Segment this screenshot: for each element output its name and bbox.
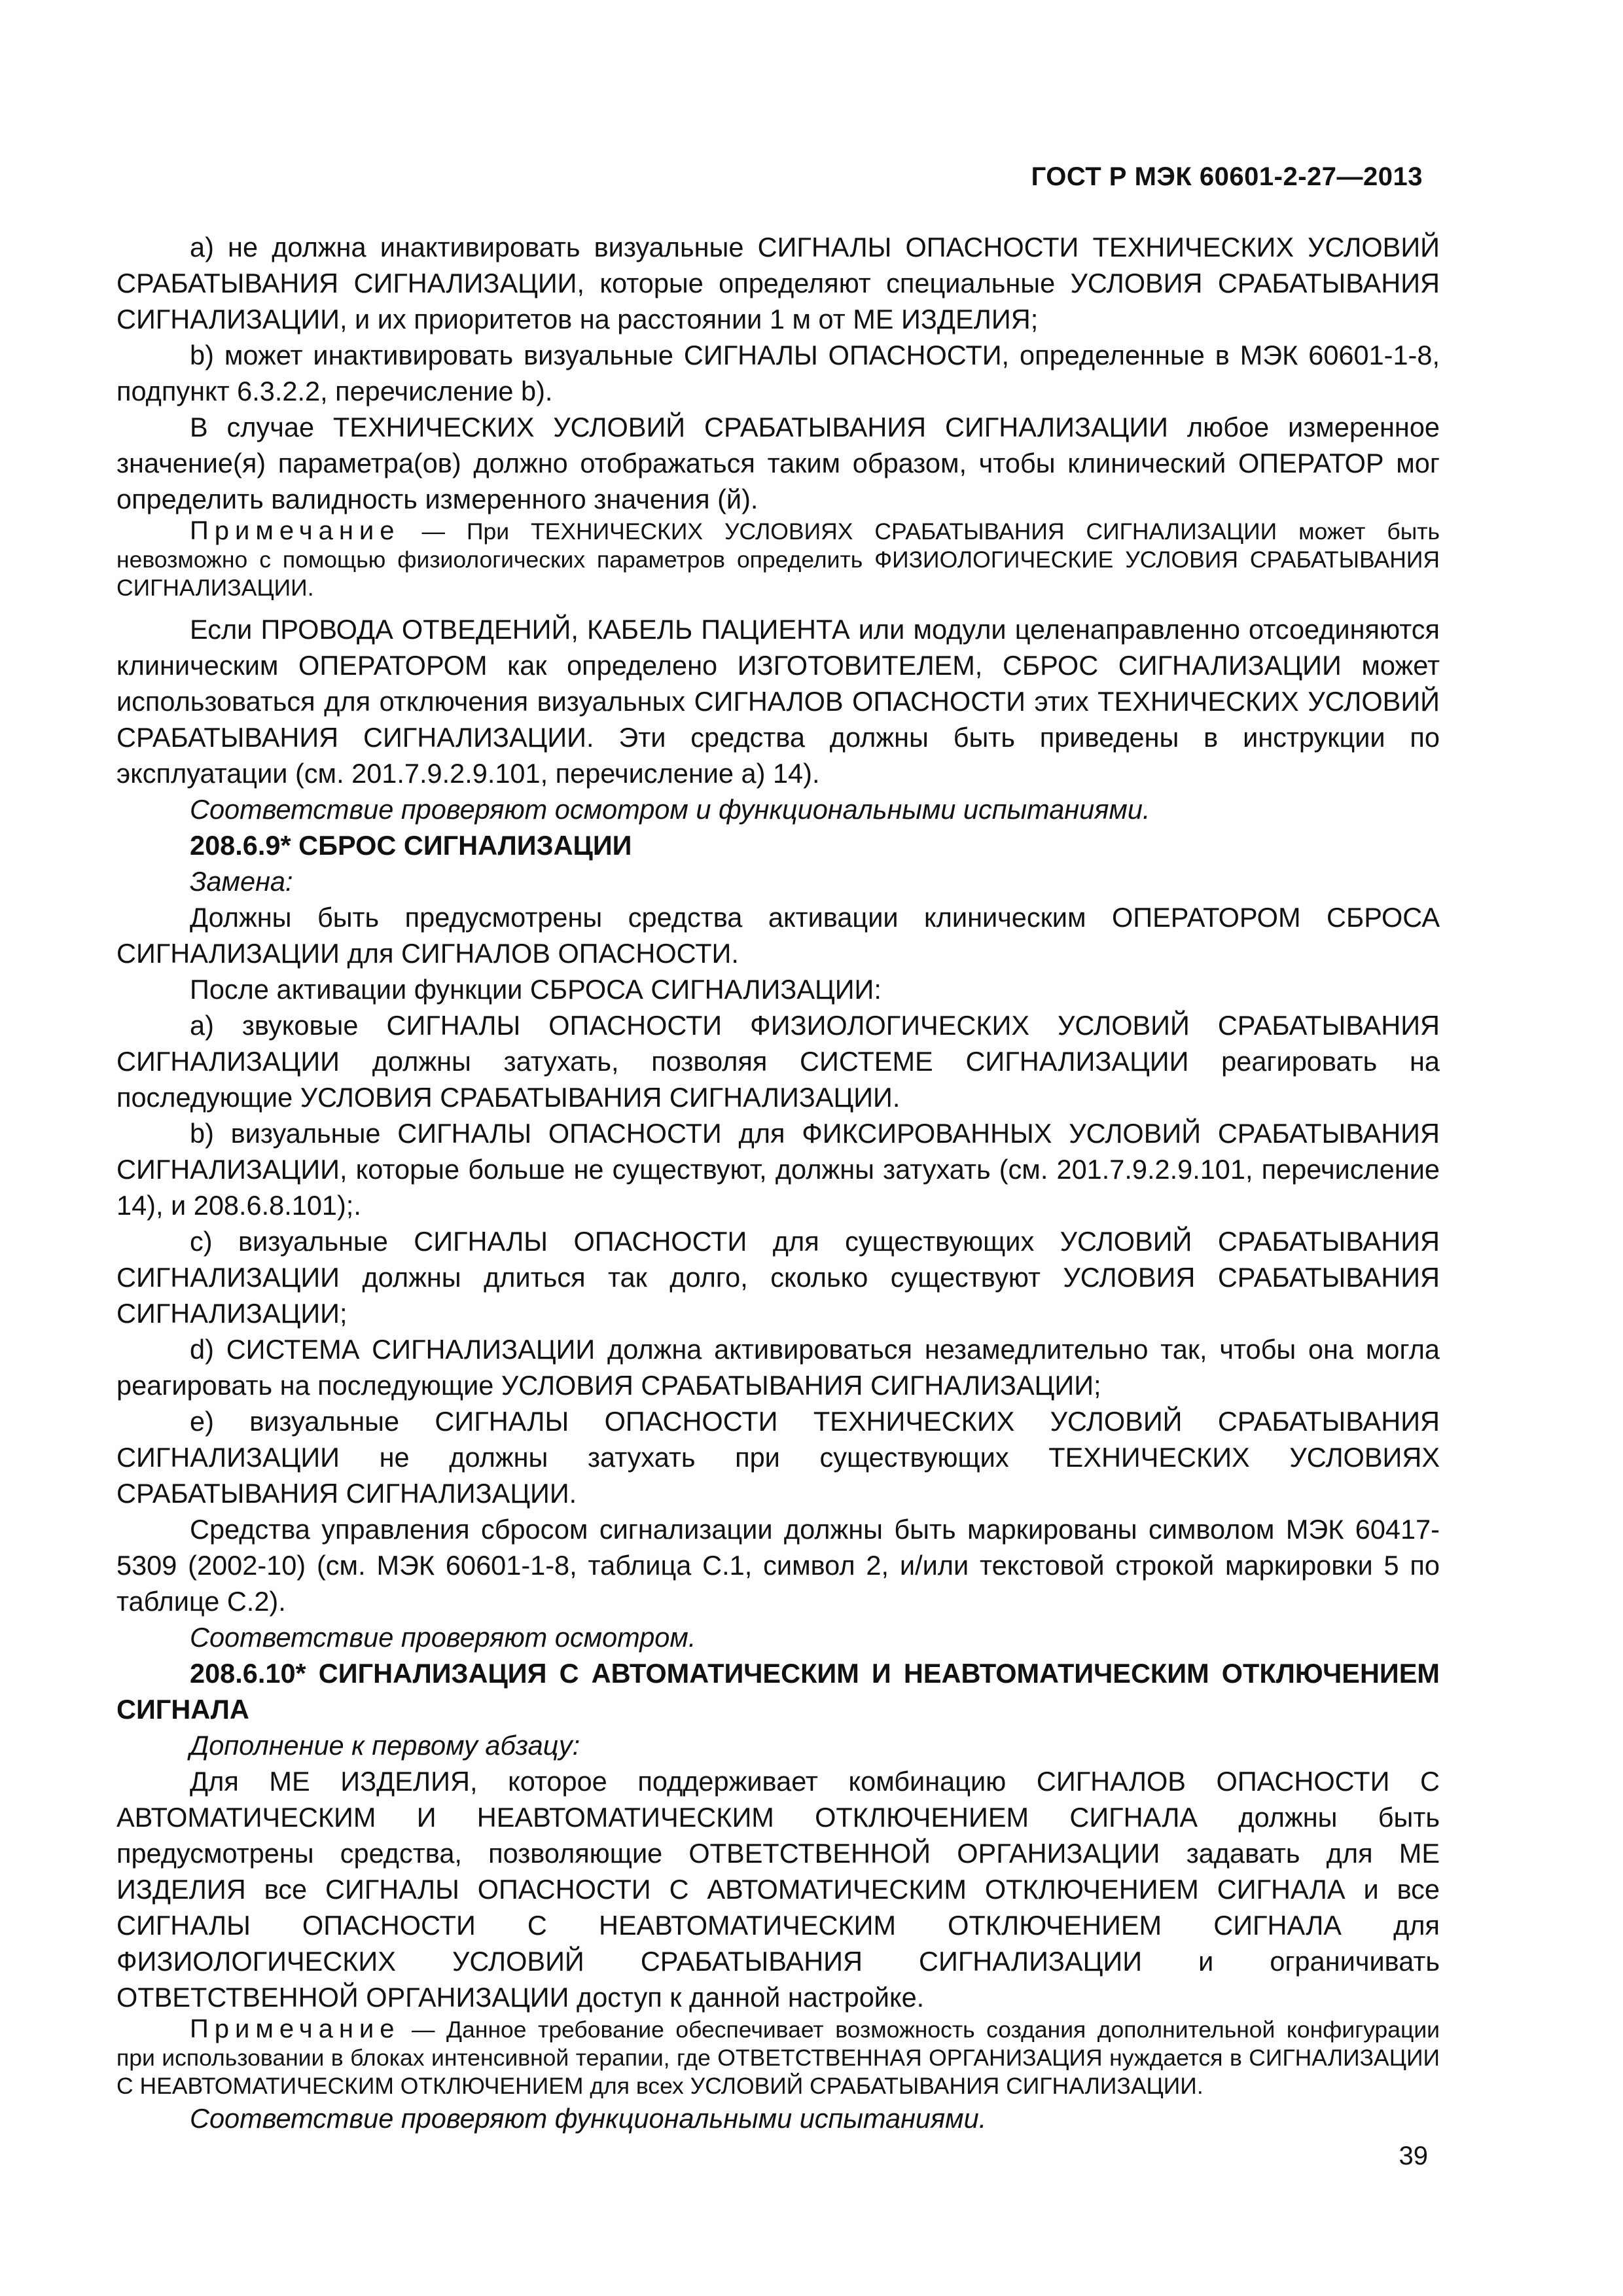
section-paragraph: После активации функции СБРОСА СИГНАЛИЗАЦИИ:: [190, 974, 882, 1005]
compliance-statement: Соответствие проверяют функциональными испытаниями.: [190, 2103, 987, 2134]
paragraph-item-a: а) не должна инактивировать визуальные СИГНАЛЫ ОПАСНОСТИ ТЕХНИЧЕСКИХ УСЛОВИЙ СРАБАТЫВАНИЯ СИГНАЛИЗАЦИИ, которые определяют специальные УСЛОВИЯ СРАБАТЫВАНИЯ СИГНАЛИЗАЦИИ, и их приоритетов на расстоянии 1 м от МЕ ИЗДЕЛИЯ;: [116, 232, 1440, 334]
paragraph-lead-wires: Если ПРОВОДА ОТВЕДЕНИЙ, КАБЕЛЬ ПАЦИЕНТА или модули целенаправленно отсоединяются клиническим ОПЕРАТОРОМ как определено ИЗГОТОВИТЕЛЕМ, СБРОС СИГНАЛИЗАЦИИ может использоваться для отключения визуальных СИГНАЛОВ ОПАСНОСТИ этих ТЕХНИЧЕСКИХ УСЛОВИЙ СРАБАТЫВАНИЯ СИГНАЛИЗАЦИИ. Эти средства должны быть приведены в инструкции по эксплуатации (см. 201.7.9.2.9.101, перечисление а) 14).: [116, 614, 1440, 789]
paragraph-item-b: b) может инактивировать визуальные СИГНАЛЫ ОПАСНОСТИ, определенные в МЭК 60601-1-8, подпункт 6.3.2.2, перечисление b).: [116, 340, 1440, 406]
paragraph-technical-conditions: В случае ТЕХНИЧЕСКИХ УСЛОВИЙ СРАБАТЫВАНИЯ СИГНАЛИЗАЦИИ любое измеренное значение(я) параметра(ов) должно отображаться таким образом, чтобы клинический ОПЕРАТОР мог определить валидность измеренного значения (й).: [116, 412, 1440, 514]
note-label: Примечание: [190, 2015, 401, 2043]
page-number: 39: [1399, 2142, 1428, 2170]
document-body: [116, 229, 1440, 2136]
section-lead: Дополнение к первому абзацу:: [190, 1730, 580, 1761]
section-heading-208-6-10: 208.6.10* СИГНАЛИЗАЦИЯ С АВТОМАТИЧЕСКИМ И НЕАВТОМАТИЧЕСКИМ ОТКЛЮЧЕНИЕМ СИГНАЛА: [116, 1658, 1440, 1725]
list-item-e: е) визуальные СИГНАЛЫ ОПАСНОСТИ ТЕХНИЧЕСКИХ УСЛОВИЙ СРАБАТЫВАНИЯ СИГНАЛИЗАЦИИ не должны затухать при существующих ТЕХНИЧЕСКИХ УСЛОВИЯХ СРАБАТЫВАНИЯ СИГНАЛИЗАЦИИ.: [116, 1406, 1440, 1509]
document-header: ГОСТ Р МЭК 60601-2-27—2013: [1031, 162, 1423, 191]
section-lead: Замена:: [190, 866, 293, 897]
compliance-statement: Соответствие проверяют осмотром и функциональными испытаниями.: [190, 794, 1150, 825]
note-text: — При ТЕХНИЧЕСКИХ УСЛОВИЯХ СРАБАТЫВАНИЯ СИГНАЛИЗАЦИИ может быть невозможно с помощью физиологических параметров определить ФИЗИОЛОГИЧЕСКИЕ УСЛОВИЯ СРАБАТЫВАНИЯ СИГНАЛИЗАЦИИ.: [116, 518, 1440, 601]
section-heading-208-6-9: 208.6.9* СБРОС СИГНАЛИЗАЦИИ: [190, 830, 632, 861]
note-text: — Данное требование обеспечивает возможность создания дополнительной конфигурации при использовании в блоках интенсивной терапии, где ОТВЕТСТВЕННАЯ ОРГАНИЗАЦИЯ нуждается в СИГНАЛИЗАЦИИ С НЕАВТОМАТИЧЕСКИМ ОТКЛЮЧЕНИЕМ для всех УСЛОВИЙ СРАБАТЫВАНИЯ СИГНАЛИЗАЦИИ.: [116, 2017, 1440, 2099]
list-item-a: а) звуковые СИГНАЛЫ ОПАСНОСТИ ФИЗИОЛОГИЧЕСКИХ УСЛОВИЙ СРАБАТЫВАНИЯ СИГНАЛИЗАЦИИ должны затухать, позволяя СИСТЕМЕ СИГНАЛИЗАЦИИ реагировать на последующие УСЛОВИЯ СРАБАТЫВАНИЯ СИГНАЛИЗАЦИИ.: [116, 1010, 1440, 1113]
note-label: Примечание: [190, 516, 401, 545]
note-2: [116, 2015, 1440, 2100]
list-item-c: с) визуальные СИГНАЛЫ ОПАСНОСТИ для существующих УСЛОВИЙ СРАБАТЫВАНИЯ СИГНАЛИЗАЦИИ должны длиться так долго, сколько существуют УСЛОВИЯ СРАБАТЫВАНИЯ СИГНАЛИЗАЦИИ;: [116, 1226, 1440, 1329]
section-paragraph: Должны быть предусмотрены средства активации клиническим ОПЕРАТОРОМ СБРОСА СИГНАЛИЗАЦИИ для СИГНАЛОВ ОПАСНОСТИ.: [116, 902, 1440, 969]
list-item-b: b) визуальные СИГНАЛЫ ОПАСНОСТИ для ФИКСИРОВАННЫХ УСЛОВИЙ СРАБАТЫВАНИЯ СИГНАЛИЗАЦИИ, которые больше не существуют, должны затухать (см. 201.7.9.2.9.101, перечисление 14), и 208.6.8.101);.: [116, 1118, 1440, 1221]
note-1: [116, 517, 1440, 602]
section-paragraph: Для МЕ ИЗДЕЛИЯ, которое поддерживает комбинацию СИГНАЛОВ ОПАСНОСТИ С АВТОМАТИЧЕСКИМ И НЕАВТОМАТИЧЕСКИМ ОТКЛЮЧЕНИЕМ СИГНАЛА должны быть предусмотрены средства, позволяющие ОТВЕТСТВЕННОЙ ОРГАНИЗАЦИИ задавать для МЕ ИЗДЕЛИЯ все СИГНАЛЫ ОПАСНОСТИ С АВТОМАТИЧЕСКИМ ОТКЛЮЧЕНИЕМ СИГНАЛА и все СИГНАЛЫ ОПАСНОСТИ С НЕАВТОМАТИЧЕСКИМ ОТКЛЮЧЕНИЕМ СИГНАЛА для ФИЗИОЛОГИЧЕСКИХ УСЛОВИЙ СРАБАТЫВАНИЯ СИГНАЛИЗАЦИИ и ограничивать ОТВЕТСТВЕННОЙ ОРГАНИЗАЦИИ доступ к данной настройке.: [116, 1766, 1440, 2013]
list-item-d: d) СИСТЕМА СИГНАЛИЗАЦИИ должна активироваться незамедлительно так, чтобы она могла реагировать на последующие УСЛОВИЯ СРАБАТЫВАНИЯ СИГНАЛИЗАЦИИ;: [116, 1334, 1440, 1401]
compliance-statement: Соответствие проверяют осмотром.: [190, 1622, 696, 1653]
section-paragraph: Средства управления сбросом сигнализации должны быть маркированы символом МЭК 60417-5309 (2002-10) (см. МЭК 60601-1-8, таблица С.1, символ 2, и/или текстовой строкой маркировки 5 по таблице С.2).: [116, 1514, 1440, 1617]
